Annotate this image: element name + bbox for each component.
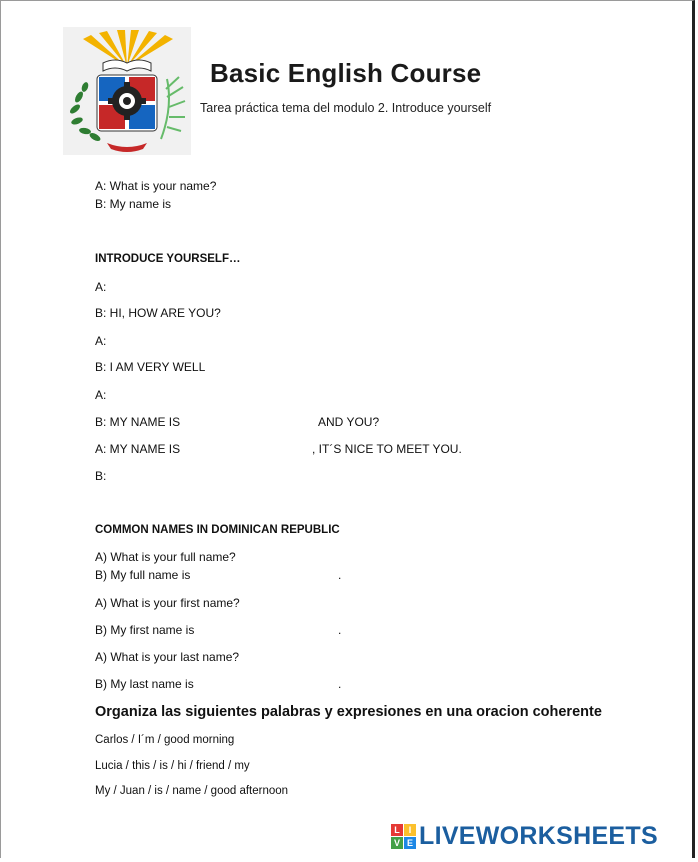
dialog-line: A: — [95, 334, 107, 348]
answer-period: . — [338, 677, 342, 691]
section-heading-common-names: COMMON NAMES IN DOMINICAN REPUBLIC — [95, 524, 340, 536]
live-letter: I — [404, 824, 416, 836]
dialog-nice-to-meet: , IT´S NICE TO MEET YOU. — [312, 442, 462, 456]
answer-period: . — [338, 568, 342, 582]
question-line: A) What is your first name? — [95, 596, 240, 610]
dialog-line: A: — [95, 280, 107, 294]
section-heading-organize: Organiza las siguientes palabras y expresiones en una oracion coherente — [95, 704, 602, 720]
dialog-line: B: — [95, 469, 107, 483]
scramble-line: Carlos / I´m / good morning — [95, 734, 235, 746]
dialog-line: A: MY NAME IS — [95, 442, 181, 456]
live-logo-icon — [391, 824, 416, 849]
question-line: A) What is your last name? — [95, 650, 240, 664]
dialog-line: B: HI, HOW ARE YOU? — [95, 306, 221, 320]
answer-period: . — [338, 623, 342, 637]
scramble-line: My / Juan / is / name / good afternoon — [95, 785, 289, 797]
live-letter: E — [404, 837, 416, 849]
section-heading-introduce: INTRODUCE YOURSELF… — [95, 253, 241, 265]
live-letter: L — [391, 824, 403, 836]
dialog-and-you: AND YOU? — [318, 415, 380, 429]
intro-answer: B: My name is — [95, 197, 172, 211]
dialog-line: B: MY NAME IS — [95, 415, 181, 429]
intro-question: A: What is your name? — [95, 179, 217, 193]
question-line: A) What is your full name? — [95, 550, 236, 564]
page-title: Basic English Course — [210, 58, 482, 88]
answer-line: B) My full name is — [95, 568, 191, 582]
live-letter: V — [391, 837, 403, 849]
liveworksheets-brand[interactable] — [391, 822, 658, 850]
brand-wordmark: LIVEWORKSHEETS — [419, 821, 658, 850]
dialog-line: A: — [95, 388, 107, 402]
dialog-line: B: I AM VERY WELL — [95, 360, 206, 374]
emblem-icon — [63, 27, 191, 155]
scramble-line: Lucia / this / is / hi / friend / my — [95, 760, 250, 772]
page-subtitle: Tarea práctica tema del modulo 2. Introduce yourself — [200, 101, 492, 115]
answer-line: B) My first name is — [95, 623, 195, 637]
school-emblem-logo — [63, 27, 191, 155]
answer-line: B) My last name is — [95, 677, 194, 691]
